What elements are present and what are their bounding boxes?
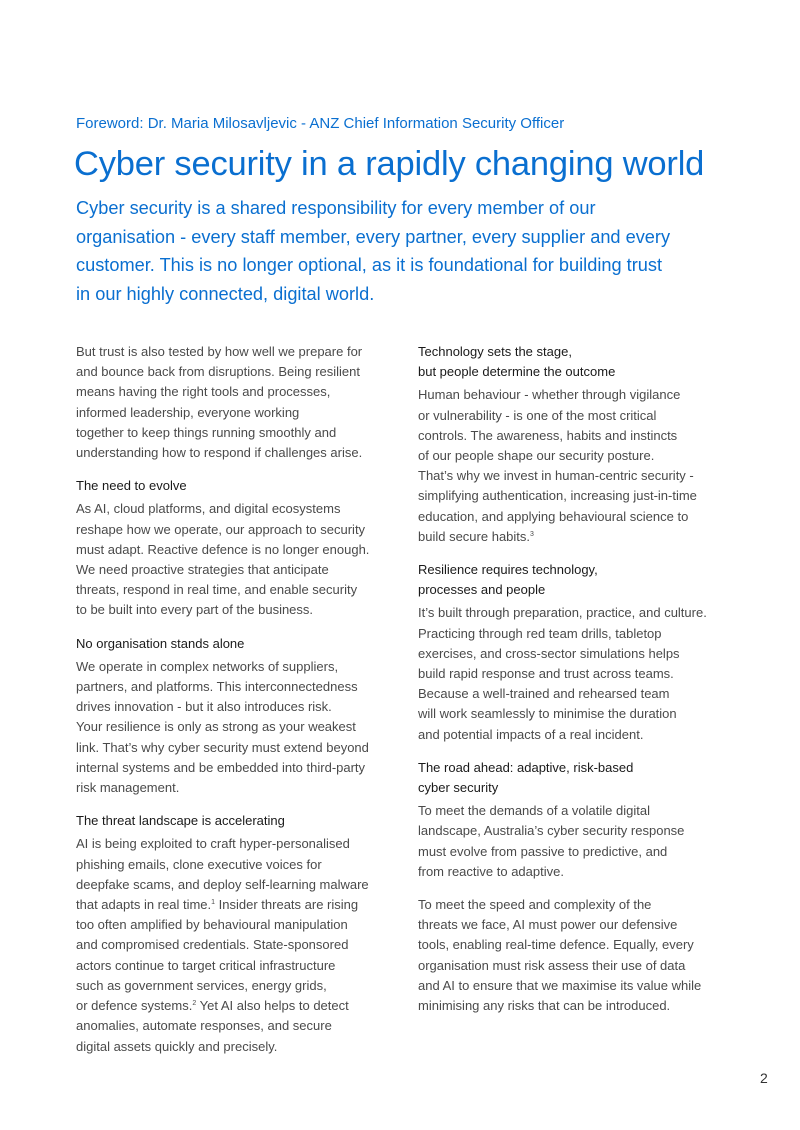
body-line <box>76 895 396 915</box>
body-line: from reactive to adaptive. <box>418 863 564 879</box>
footnote-ref-2: 2 <box>192 1000 197 1008</box>
body-line: will work seamlessly to minimise the duration <box>418 706 677 722</box>
body-line: informed leadership, everyone working <box>76 404 300 420</box>
section-heading-alone: No organisation stands alone <box>76 635 245 651</box>
body-line: threats, respond in real time, and enable security <box>76 582 358 598</box>
body-line: We operate in complex networks of suppliers, <box>76 658 339 674</box>
page-title: Cyber security in a rapidly changing world <box>74 145 705 183</box>
body-line <box>418 527 738 547</box>
body-line: understanding how to respond if challenges arise. <box>76 445 363 461</box>
section-heading-resilience <box>418 560 738 600</box>
road-ahead-paragraph-2 <box>418 895 738 1016</box>
intro-paragraph <box>76 342 396 463</box>
heading-line: The road ahead: adaptive, risk-based <box>418 759 634 775</box>
body-line: together to keep things running smoothly and <box>76 424 337 440</box>
body-line: digital assets quickly and precisely. <box>76 1038 278 1054</box>
lead-line: customer. This is no longer optional, as it is foundational for building trust <box>76 255 663 276</box>
body-line: and compromised credentials. State-sponsored <box>76 937 349 953</box>
body-line: To meet the speed and complexity of the <box>418 897 652 913</box>
body-line: deepfake scams, and deploy self-learning malware <box>76 876 369 892</box>
body-line: We need proactive strategies that anticipate <box>76 562 329 578</box>
body-line: simplifying authentication, increasing just-in-time <box>418 488 697 504</box>
heading-line: Technology sets the stage, <box>418 344 572 359</box>
body-line: such as government services, energy grids, <box>76 977 327 993</box>
footnote-ref-3: 3 <box>530 530 534 538</box>
body-line: too often amplified by behavioural manipulation <box>76 917 348 933</box>
section-heading-technology <box>418 342 738 382</box>
body-line: As AI, cloud platforms, and digital ecosystems <box>76 501 341 517</box>
body-line: actors continue to target critical infrastructure <box>76 957 336 973</box>
body-line: must adapt. Reactive defence is no longer enough. <box>76 541 370 557</box>
body-line: anomalies, automate responses, and secure <box>76 1018 332 1034</box>
body-line: Practicing through red team drills, tabletop <box>418 625 662 641</box>
paragraph-gap <box>418 882 738 895</box>
body-line: That’s why we invest in human-centric security - <box>418 468 694 484</box>
body-line: exercises, and cross-sector simulations helps <box>418 645 680 661</box>
lead-line: Cyber security is a shared responsibility for every member of our <box>76 198 596 218</box>
body-line: But trust is also tested by how well we prepare for <box>76 344 363 359</box>
text-fragment: build secure habits. <box>418 528 531 544</box>
body-line: of our people shape our security posture. <box>418 448 655 464</box>
section-heading-threat: The threat landscape is accelerating <box>76 813 285 829</box>
threat-paragraph <box>76 834 396 1056</box>
body-line: landscape, Australia’s cyber security response <box>418 823 685 839</box>
lead-paragraph <box>76 194 736 309</box>
page-number: 2 <box>760 1070 768 1086</box>
body-line: controls. The awareness, habits and instincts <box>418 427 678 443</box>
resilience-paragraph <box>418 603 738 744</box>
body-line: It’s built through preparation, practice, and culture. <box>418 605 707 621</box>
body-line: reshape how we operate, our approach to security <box>76 521 366 537</box>
right-column <box>418 342 738 1016</box>
text-fragment: or defence systems. <box>76 998 193 1014</box>
body-line: minimising any risks that can be introduced. <box>418 998 671 1014</box>
body-line: drives innovation - but it also introduces risk. <box>76 699 332 715</box>
body-line: Your resilience is only as strong as your weakest <box>76 719 356 735</box>
heading-line: Resilience requires technology, <box>418 562 598 578</box>
body-line: tools, enabling real-time defence. Equally, every <box>418 937 694 953</box>
section-heading-evolve: The need to evolve <box>76 478 187 494</box>
body-line: partners, and platforms. This interconnectedness <box>76 679 358 695</box>
text-fragment: Insider threats are rising <box>215 897 359 913</box>
body-line: AI is being exploited to craft hyper-personalised <box>76 836 350 852</box>
lead-line: organisation - every staff member, every partner, every supplier and every <box>76 226 671 247</box>
body-line: Human behaviour - whether through vigilance <box>418 387 681 403</box>
body-line: threats we face, AI must power our defensive <box>418 917 678 933</box>
heading-line: cyber security <box>418 780 499 796</box>
heading-line: processes and people <box>418 582 546 598</box>
body-line: to be built into every part of the business. <box>76 602 314 618</box>
left-column <box>76 342 396 1057</box>
body-line: link. That’s why cyber security must extend beyond <box>76 739 369 755</box>
road-ahead-paragraph-1 <box>418 801 738 882</box>
body-line: and bounce back from disruptions. Being resilient <box>76 364 360 380</box>
alone-paragraph <box>76 657 396 798</box>
body-line: risk management. <box>76 780 180 796</box>
body-line: education, and applying behavioural science to <box>418 508 689 524</box>
body-line: must evolve from passive to predictive, and <box>418 843 668 859</box>
body-line: Because a well-trained and rehearsed team <box>418 686 670 702</box>
body-line: build rapid response and trust across teams. <box>418 666 674 682</box>
lead-line: in our highly connected, digital world. <box>76 284 375 305</box>
heading-line: but people determine the outcome <box>418 364 616 380</box>
body-line: and AI to ensure that we maximise its value while <box>418 977 702 993</box>
body-line <box>76 996 396 1016</box>
body-line: To meet the demands of a volatile digital <box>418 803 650 819</box>
body-line: or vulnerability - is one of the most critical <box>418 407 657 423</box>
section-heading-road-ahead <box>418 758 738 798</box>
body-line: means having the right tools and processes, <box>76 384 331 400</box>
text-fragment: that adapts in real time. <box>76 897 212 913</box>
body-line: and potential impacts of a real incident. <box>418 726 644 742</box>
body-line: phishing emails, clone executive voices for <box>76 856 322 872</box>
text-fragment: Yet AI also helps to detect <box>196 998 349 1014</box>
foreword-line: Foreword: Dr. Maria Milosavljevic - ANZ Chief Information Security Officer <box>76 115 565 132</box>
body-line: organisation must risk assess their use of data <box>418 957 686 973</box>
footnote-ref-1: 1 <box>211 899 216 907</box>
technology-paragraph <box>418 385 738 547</box>
evolve-paragraph <box>76 499 396 620</box>
body-line: internal systems and be embedded into third-party <box>76 759 366 775</box>
